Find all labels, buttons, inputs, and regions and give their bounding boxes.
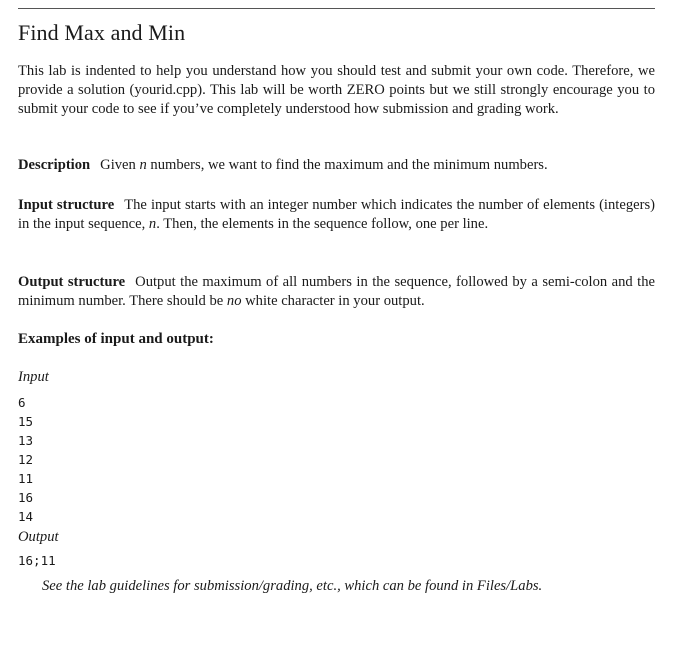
input-line: 6	[18, 395, 26, 410]
input-lines-list	[18, 393, 33, 526]
input-structure-text-after: . Then, the elements in the sequence follow, one per line.	[156, 216, 489, 232]
description-text-before: Given	[100, 157, 140, 173]
input-label: Input	[18, 369, 49, 385]
top-rule	[18, 8, 655, 9]
input-line: 16	[18, 490, 34, 505]
description-paragraph	[18, 156, 655, 175]
output-structure-heading: Output structure	[18, 274, 126, 290]
input-structure-text-before: The input starts with an integer number which indicates the number of elements (integers) in the input sequence,	[18, 197, 655, 232]
input-structure-paragraph	[18, 196, 655, 234]
output-structure-emph: no	[226, 293, 242, 309]
description-text-after: numbers, we want to find the maximum and the minimum numbers.	[146, 157, 548, 173]
input-line: 13	[18, 433, 34, 448]
output-label: Output	[18, 529, 59, 545]
input-line: 14	[18, 509, 34, 524]
description-var: n	[139, 157, 147, 173]
output-structure-paragraph	[18, 273, 655, 311]
output-structure-text-before: Output the maximum of all numbers in the sequence, followed by a semi-colon and the minimum number. There should be	[18, 274, 655, 309]
input-structure-var: n	[148, 216, 157, 232]
input-line: 12	[18, 452, 34, 467]
output-structure-text-after: white character in your output.	[241, 293, 425, 309]
examples-heading: Examples of input and output:	[18, 331, 214, 347]
output-value: 16;11	[18, 553, 56, 568]
input-line: 11	[18, 471, 34, 486]
description-heading: Description	[18, 157, 91, 173]
intro-paragraph: This lab is indented to help you understand how you should test and submit your own code. Therefore, we provide a solution (yourid.cpp). This lab will be worth ZERO points but we still strongly encourage you to submit your code to see if you’ve completely understood how submission and grading work.	[18, 63, 655, 117]
footer-note: See the lab guidelines for submission/grading, etc., which can be found in Files/Labs.	[42, 578, 543, 594]
input-line: 15	[18, 414, 34, 429]
page-title: Find Max and Min	[18, 20, 186, 45]
input-structure-heading: Input structure	[18, 197, 115, 213]
